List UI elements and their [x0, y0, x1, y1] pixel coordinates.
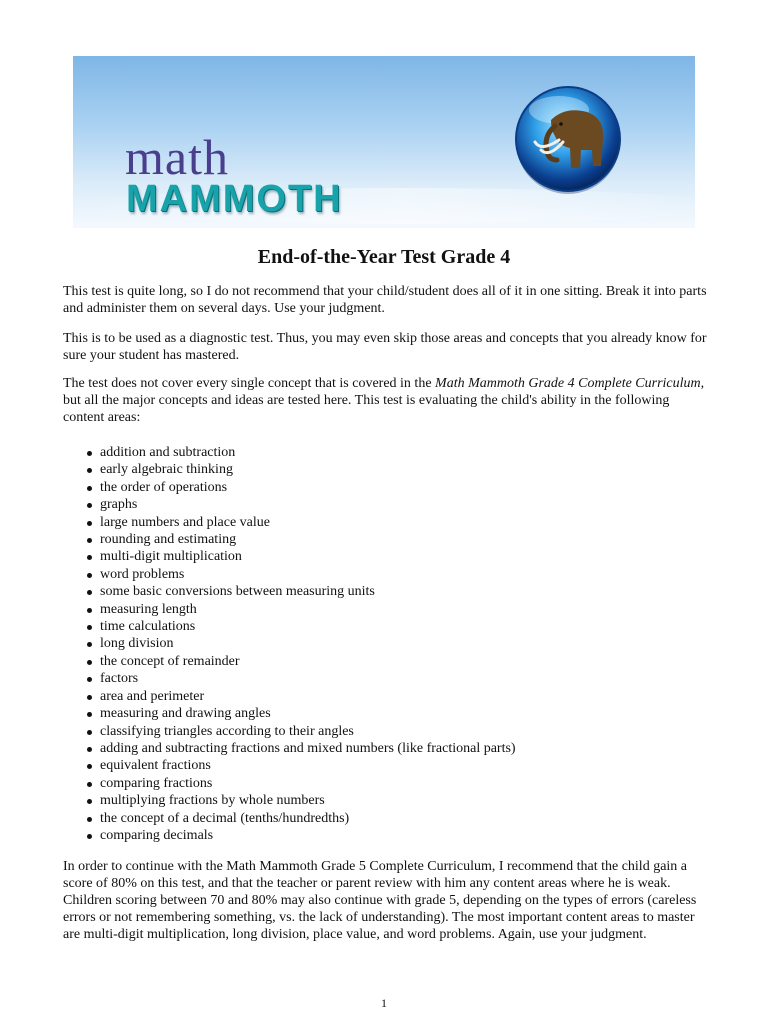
list-item: the concept of a decimal (tenths/hundredths)	[63, 810, 516, 827]
list-item: multi-digit multiplication	[63, 548, 516, 565]
list-item: measuring length	[63, 601, 516, 618]
list-item: graphs	[63, 496, 516, 513]
intro-paragraph-1: This test is quite long, so I do not recommend that your child/student does all of it in one sitting. Break it into parts and administer them on several days. Use your judgment.	[63, 284, 707, 316]
list-item: the order of operations	[63, 479, 516, 496]
list-item: adding and subtracting fractions and mixed numbers (like fractional parts)	[63, 740, 516, 757]
list-item: measuring and drawing angles	[63, 705, 516, 722]
page-number: 1	[381, 996, 387, 1010]
logo-mammoth-text: MAMMOTH	[126, 178, 343, 220]
list-item: classifying triangles according to their angles	[63, 723, 516, 740]
list-item: addition and subtraction	[63, 444, 516, 461]
list-item: the concept of remainder	[63, 653, 516, 670]
closing-paragraph: In order to continue with the Math Mammoth Grade 5 Complete Curriculum, I recommend that the child gain a score of 80% on this test, and that the teacher or parent review with him any content areas where he is weak. Children scoring between 70 and 80% may also continue with grade 5, depending on the types of errors (careless errors or not remembering something, vs. the lack of understanding). The most important content areas to master are multi-digit multiplication, long division, place value, and word problems. Again, use your judgment.	[63, 859, 697, 942]
list-item: long division	[63, 635, 516, 652]
content-areas-list	[63, 444, 516, 844]
list-item: rounding and estimating	[63, 531, 516, 548]
list-item: large numbers and place value	[63, 514, 516, 531]
list-item: word problems	[63, 566, 516, 583]
logo-math-text: math	[125, 129, 229, 185]
page-title: End-of-the-Year Test Grade 4	[257, 246, 511, 268]
list-item: time calculations	[63, 618, 516, 635]
list-item: equivalent fractions	[63, 757, 516, 774]
intro-paragraph-3-start: The test does not cover every single concept that is covered in the	[63, 376, 436, 391]
curriculum-title: Math Mammoth Grade 4 Complete Curriculum,	[435, 376, 705, 391]
list-item: early algebraic thinking	[63, 461, 516, 478]
list-item: some basic conversions between measuring units	[63, 583, 516, 600]
list-item: comparing fractions	[63, 775, 516, 792]
intro-paragraph-3	[63, 375, 707, 426]
list-item: multiplying fractions by whole numbers	[63, 792, 516, 809]
list-item: factors	[63, 670, 516, 687]
list-item: area and perimeter	[63, 688, 516, 705]
intro-paragraph-3-end: but all the major concepts and ideas are tested here. This test is evaluating the child's ability in the following content areas:	[63, 393, 670, 425]
intro-paragraph-2: This is to be used as a diagnostic test. Thus, you may even skip those areas and concepts that you already know for sure your student has mastered.	[63, 331, 707, 363]
header-banner	[73, 56, 695, 228]
list-item: comparing decimals	[63, 827, 516, 844]
